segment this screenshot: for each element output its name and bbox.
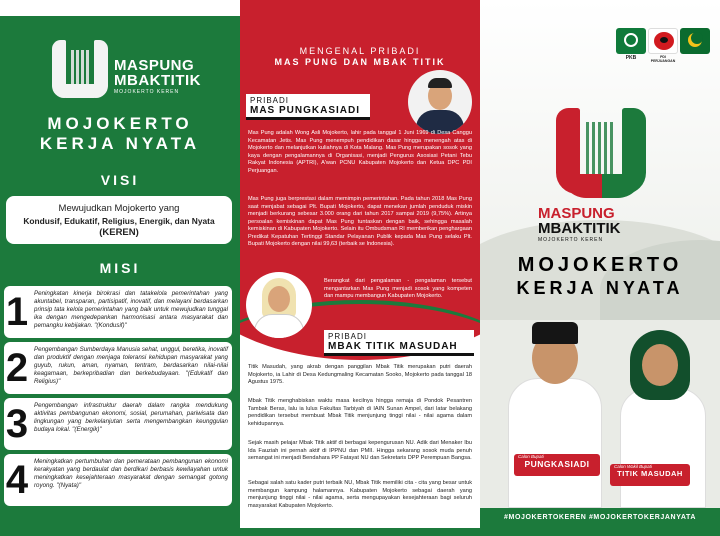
titik-paragraph-2: Mbak Titik menghabiskan waktu masa kecilnya hingga remaja di Pondok Pesantren Tambak Beras, lalu ia lulus Fakultas Tarbiyah di IAIN Sunan Ampel, dari latar belakang pendidikan tersebut membuat Mbak Titik menjunjung tinggi nilai - nilai agama dalam kehidupannya.: [248, 398, 472, 427]
mid-heading-line2: MAS PUNG DAN MBAK TITIK: [274, 57, 446, 67]
titik-name: MBAK TITIK MASUDAH: [328, 341, 458, 352]
mas-paragraph-3: Berangkat dari pengalaman - pengalaman tersebut mengantarkan Mas Pung menjadi sosok yang kompeten dan mampu membangun Kabupaten Mojokerto.: [324, 278, 472, 300]
big-u-logo-icon: [556, 108, 648, 204]
brand-line1: MASPUNG: [114, 57, 195, 74]
misi-number: 1: [5, 290, 29, 334]
mas-pung-name-tag: [246, 94, 370, 120]
misi-text: Pengembangan infrastruktur daerah dalam rangka mendukung aktivitas pembangunan ekonomi, sosial, perumahan, pariwisata dan lingkungan yang berkelanjutan serta mengembangkan keunggulan budaya lokal. "(Energik)": [34, 402, 228, 434]
tagline-line2: KERJA NYATA: [39, 134, 201, 153]
right-tagline-line1: MOJOKERTO: [517, 254, 683, 276]
mas-name: MAS PUNGKASIADI: [250, 105, 361, 116]
middle-panel: [240, 0, 480, 536]
hashtag-bar: #MOJOKERTOKEREN #MOJOKERTOKERJANYATA: [480, 508, 720, 528]
mas-paragraph-2: Mas Pung juga berprestasi dalam memimpin pemerintahan. Pada tahun 2018 Mas Pung saat menjabat sebagai Plt. Bupati Mojokerto, dapat menekan jumlah penduduk miskin menjadi berkurang sebesar 3.000 orang dari tahun 2017 sampai 2019 (9,75%). Artinya persoalan kemiskinan dapat Mas Pung tuntaskan dengan baik, sehingga masalah kemiskinan di Kabupaten Mojokerto. Selain itu Ombudsman RI memberikan penghargaan Predikat Kepatuhan Tertinggi Standar Pelayanan Publik kepada Mas Pung selaku Plt. Bupati Mojokerto dengan nilai 99,63 (terbaik se Indonesia).: [248, 196, 472, 248]
tagline-line1: MOJOKERTO: [47, 114, 193, 133]
misi-text: Meningkatkan pertumbuhan dan pemerataan pembangunan ekonomi kerakyatan yang berdaulat dan berdikari berbasis kewilayahan untuk meningkatkan kesejahteraan masyarakat dengan semangat gotong royong. "(Nyata)": [34, 458, 228, 490]
titik-paragraph-3: Sejak masih pelajar Mbak Titik aktif di berbagai kepengurusan NU. Adik dari Menaker Ibu Ida Fauziah ini pernah aktif di IPPNU dan PMII. Hingga sekarang sosok muda penuh semangat ini menjadi Bendahara PP Fatayat NU dan Sekretaris DPP Perempuan Bangsa.: [248, 440, 472, 462]
right-panel: [480, 0, 720, 536]
misi-item: [4, 342, 232, 394]
misi-title: MISI: [99, 260, 141, 276]
visi-box: [6, 196, 232, 244]
misi-item: [4, 398, 232, 450]
right-brand-red: MASPUNG: [538, 205, 615, 222]
pdip-label: PDI PERJUANGAN: [650, 55, 676, 63]
titik-prefix: PRIBADI: [328, 332, 368, 341]
right-brand-dark: MBAKTITIK: [538, 220, 621, 237]
right-tagline-line2: KERJA NYATA: [516, 278, 684, 298]
mid-heading-line1: MENGENAL PRIBADI: [299, 46, 421, 56]
pkb-logo-icon: [616, 28, 646, 54]
pdip-logo-icon: [648, 28, 678, 54]
visi-title: VISI: [100, 172, 140, 188]
pkb-label: PKB: [625, 55, 637, 61]
misi-number: 3: [5, 402, 29, 446]
campaign-logo: [52, 40, 212, 100]
u-logo-icon: [52, 40, 110, 100]
misi-number: 4: [5, 458, 29, 502]
candidate2-label: [610, 464, 690, 486]
left-panel: [0, 0, 240, 536]
misi-number: 2: [5, 346, 29, 390]
misi-text: Peningkatan kinerja birokrasi dan tatakelola pemerintahan yang akuntabel, transparan, partisipatif, inovatif, dan melayani berdasarkan prinsip tata kelola pemerintahan yang baik untuk mewujudkan tunggal ika dengan mengedepankan harmonisasi antara masyarakat dan pemangku kebijakan. "(Kondusif)": [34, 290, 228, 330]
mas-pung-photo: [408, 70, 472, 134]
titik-paragraph-4: Sebagai salah satu kader putri terbaik NU, Mbak Titik memiliki cita - cita yang besar untuk membangun kampung halamannya. Kabupaten Mojokerto sebagai daerah yang menjunjung tinggi nilai - nilai agama, serta mengupayakan kesejahteraan bagi seluruh masyarakat Kabupaten Mojokerto.: [248, 480, 472, 509]
candidate1-label: [514, 454, 600, 476]
visi-text-2: Kondusif, Edukatif, Religius, Energik, dan Nyata: [23, 215, 215, 226]
candidate2-role: Calon Wakil Bupati: [614, 464, 652, 469]
bottom-strip: [0, 528, 720, 536]
titik-paragraph-1: Titik Masudah, yang akrab dengan panggilan Mbak Titik merupakan putri daerah Mojokerto, ia Lahir di Desa Kedungmaling Kecamatan Sooko, Mojokerto pada tanggal 18 Agustus 1975.: [248, 364, 472, 386]
candidate1-name: PUNGKASIADI: [524, 459, 590, 469]
mbak-titik-photo: [246, 272, 312, 338]
mas-paragraph-1: Mas Pung adalah Wong Asli Mojokerto, lahir pada tanggal 1 Juni 1969 di Desa Canggu Kecamatan Jetis. Mas Pung menempuh pendidikan dasar hingga menengah atas di Mojokerto dan melanjutkan kuliahnya di Kota Malang. Mas Pung merupakan sosok yang kaya dengan pengalamannya di Organisasi, menjadi Pengurus Asosiasi Petani Tebu Rakyat Indonesia (APTRI), A'wan PCNU Kabupaten Mojokerto dan Ketua DPC PDI Perjuangan.: [248, 130, 472, 174]
candidate-pungkasiadi: [498, 318, 608, 508]
party-ppp: [680, 28, 710, 64]
mid-heading: [240, 46, 480, 67]
right-brand-sub: MOJOKERTO KEREN: [538, 237, 604, 243]
party-pdip: [648, 28, 678, 64]
visi-text-1: Mewujudkan Mojokerto yang: [58, 203, 180, 214]
brand-line2: MBAKTITIK: [114, 72, 201, 89]
candidate1-role: Calon Bupati: [518, 454, 544, 459]
misi-item: [4, 454, 232, 506]
misi-text: Pengembangan Sumberdaya Manusia sehat, unggul, beretika, inovatif dan produktif dengan menjaga toleransi kehidupan masyarakat yang guyub, rukun, aman, nyaman, tentram, berdasarkan nilai-nilai keagamaan, berkepribadian dan berkebudayaan. "(Edukatif dan Religius)": [34, 346, 228, 386]
top-border: [0, 0, 240, 16]
party-pkb: [616, 28, 646, 64]
mas-prefix: PRIBADI: [250, 96, 290, 105]
right-brand: [538, 206, 621, 243]
visi-text-3: (KEREN): [99, 227, 139, 239]
ppp-logo-icon: [680, 28, 710, 54]
brand-sub: MOJOKERTO KEREN: [114, 89, 180, 95]
misi-item: [4, 286, 232, 338]
candidate2-name: TITIK MASUDAH: [617, 469, 683, 478]
mbak-titik-name-tag: [324, 330, 474, 356]
